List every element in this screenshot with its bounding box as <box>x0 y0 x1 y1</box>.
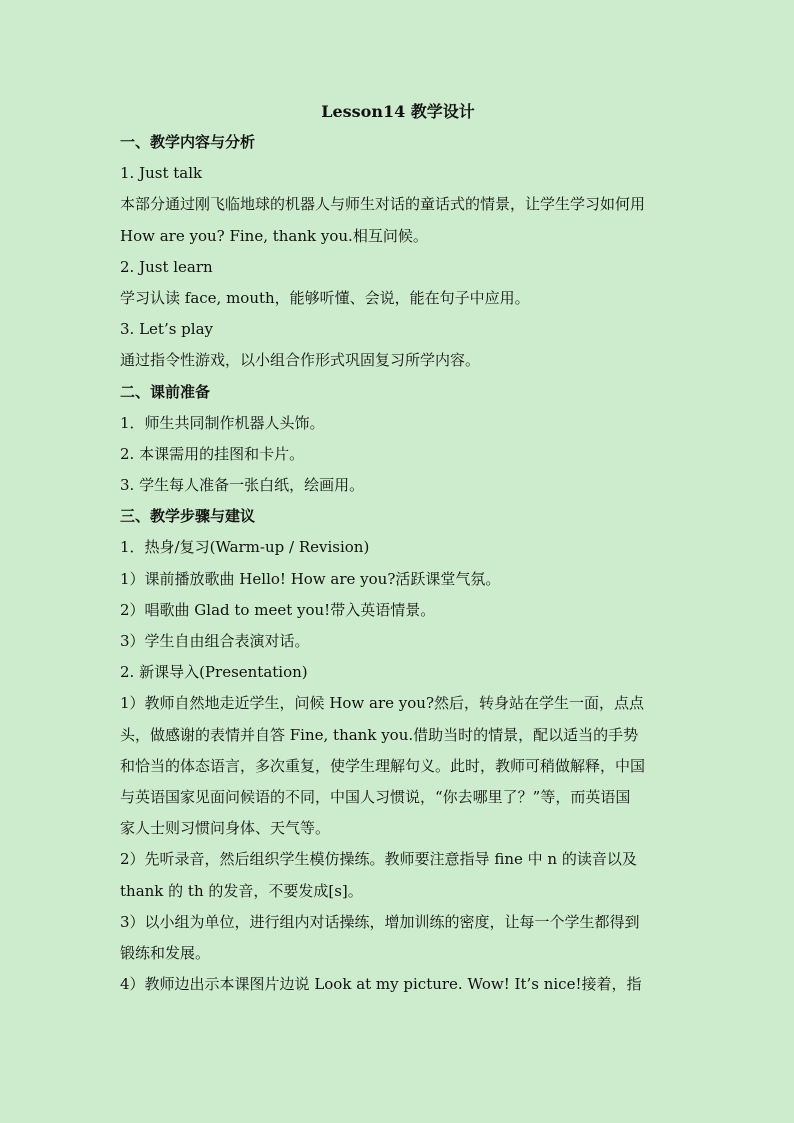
document-page <box>120 96 676 1000</box>
step-warmup-title: 1．热身/复习(Warm-up / Revision) <box>120 538 370 557</box>
item-lets-play-title: 3. Let’s play <box>120 320 213 339</box>
item-just-talk-body-cont: How are you? Fine, thank you.相互问候。 <box>120 226 428 245</box>
step-warmup-a: 1）课前播放歌曲 Hello! How are you?活跃课堂气氛。 <box>120 569 501 588</box>
item-just-talk-title: 1. Just talk <box>120 164 203 183</box>
step-presentation-c-1: 3）以小组为单位，进行组内对话操练，增加训练的密度，让每一个学生都得到 <box>120 912 640 931</box>
prep-item-3: 3. 学生每人准备一张白纸，绘画用。 <box>120 476 365 495</box>
item-lets-play-body: 通过指令性游戏，以小组合作形式巩固复习所学内容。 <box>120 351 481 370</box>
item-just-learn-title: 2. Just learn <box>120 257 213 276</box>
step-presentation-a-4: 与英语国家见面问候语的不同，中国人习惯说，“你去哪里了？”等，而英语国 <box>120 787 631 806</box>
section-heading-content-analysis: 一、教学内容与分析 <box>120 133 256 151</box>
step-presentation-c-2: 锻练和发展。 <box>120 943 211 962</box>
prep-item-1: 1．师生共同制作机器人头饰。 <box>120 413 325 432</box>
step-presentation-a-3: 和恰当的体态语言，多次重复，使学生理解句义。此时，教师可稍做解释，中国 <box>120 756 646 775</box>
step-presentation-b-1: 2）先听录音，然后组织学生模仿操练。教师要注意指导 fine 中 n 的读音以及 <box>120 850 637 869</box>
item-just-learn-body: 学习认读 face, mouth，能够听懂、会说，能在句子中应用。 <box>120 288 530 307</box>
step-presentation-d-1: 4）教师边出示本课图片边说 Look at my picture. Wow! It’s nice!接着，指 <box>120 975 642 994</box>
section-heading-preparation: 二、课前准备 <box>120 382 211 401</box>
step-presentation-b-2: thank 的 th 的发音，不要发成[s]。 <box>120 881 363 900</box>
document-title: Lesson14 教学设计 <box>321 102 475 121</box>
prep-item-2: 2. 本课需用的挂图和卡片。 <box>120 444 305 463</box>
item-just-talk-body: 本部分通过刚飞临地球的机器人与师生对话的童话式的情景，让学生学习如何用 <box>120 195 646 214</box>
step-presentation-title: 2. 新课导入(Presentation) <box>120 663 308 682</box>
step-warmup-c: 3）学生自由组合表演对话。 <box>120 632 310 650</box>
step-warmup-b: 2）唱歌曲 Glad to meet you!带入英语情景。 <box>120 600 436 619</box>
step-presentation-a-2: 头，做感谢的表情并自答 Fine, thank you.借助当时的情景，配以适当的手势 <box>120 725 639 744</box>
step-presentation-a-1: 1）教师自然地走近学生，问候 How are you?然后，转身站在学生一面，点点 <box>120 694 644 713</box>
step-presentation-a-5: 家人士则习惯问身体、天气等。 <box>120 819 331 838</box>
section-heading-steps: 三、教学步骤与建议 <box>120 507 256 526</box>
